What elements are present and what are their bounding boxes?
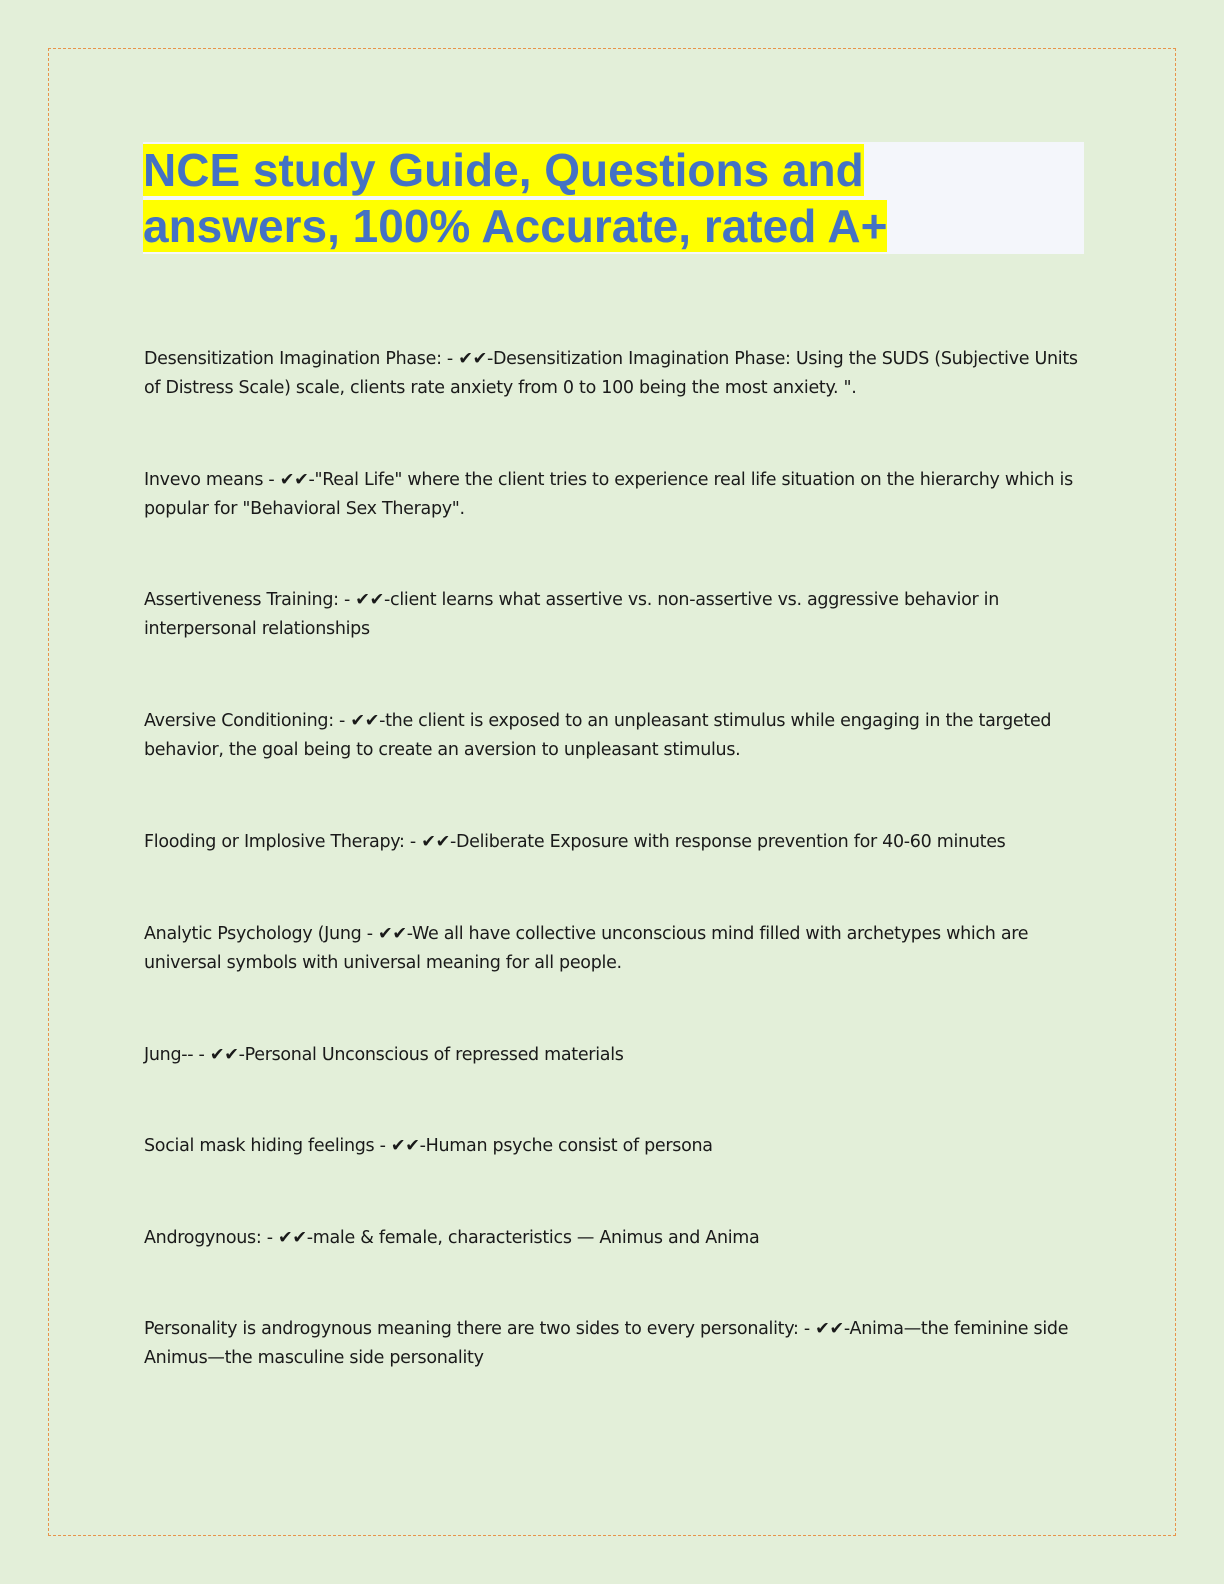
qa-term: Analytic Psychology (Jung — [144, 924, 362, 944]
double-check-icon: ✔✔ — [350, 711, 380, 731]
title-line-2: answers, 100% Accurate, rated A+ — [143, 200, 888, 252]
qa-answer: -male & female, characteristics — Animus and Anima — [306, 1228, 760, 1248]
qa-separator: - — [361, 924, 378, 944]
double-check-icon: ✔✔ — [815, 1319, 844, 1339]
double-check-icon: ✔✔ — [209, 1045, 239, 1065]
double-check-icon: ✔✔ — [279, 470, 309, 490]
qa-separator: - — [338, 590, 356, 610]
qa-item — [144, 1315, 1084, 1373]
qa-answer: -Human psyche consist of persona — [419, 1136, 713, 1156]
qa-answer: -Personal Unconscious of repressed materials — [238, 1045, 624, 1065]
double-check-icon: ✔✔ — [278, 1228, 307, 1248]
qa-answer: -"Real Life" where the client tries to experience real life situation on the hierarchy which is popular for "Behavioral Sex Therapy". — [144, 470, 1073, 519]
qa-item — [144, 920, 1084, 978]
double-check-icon: ✔✔ — [377, 924, 407, 944]
qa-item — [144, 707, 1084, 765]
qa-separator: - — [441, 349, 459, 369]
qa-term: Social mask hiding feelings — [144, 1136, 375, 1156]
qa-separator: - — [404, 832, 422, 852]
document-title — [143, 142, 1084, 254]
qa-item — [144, 345, 1084, 403]
qa-term: Personality is androgynous meaning there are two sides to every personality: — [144, 1319, 799, 1339]
title-block — [143, 142, 1084, 254]
qa-answer: -Deliberate Exposure with response prevention for 40-60 minutes — [449, 832, 1006, 852]
qa-term: Assertiveness Training: — [144, 590, 339, 610]
qa-separator: - — [263, 470, 280, 490]
qa-answer: -Desensitization Imagination Phase: Using the SUDS (Subjective Units of Distress Scale) scale, clients rate anxiety from 0 to 100 being the most anxiety. ". — [144, 349, 1078, 398]
double-check-icon: ✔✔ — [390, 1136, 420, 1156]
qa-item — [144, 1132, 1084, 1161]
qa-separator: - — [261, 1228, 279, 1248]
page-border — [48, 48, 1176, 1536]
qa-answer: -the client is exposed to an unpleasant stimulus while engaging in the targeted behavior, the goal being to create an aversion to unpleasant stimulus. — [144, 711, 1052, 760]
qa-term: Androgynous: — [144, 1228, 262, 1248]
qa-term: Jung-- — [144, 1045, 194, 1065]
qa-item — [144, 1224, 1084, 1253]
qa-separator: - — [374, 1136, 391, 1156]
qa-answer: -client learns what assertive vs. non-assertive vs. aggressive behavior in interpersonal relationships — [144, 590, 999, 639]
title-line-1: NCE study Guide, Questions and — [143, 144, 864, 196]
qa-answer: -We all have collective unconscious mind filled with archetypes which are universal symbols with universal meaning for all people. — [144, 924, 1029, 973]
qa-term: Aversive Conditioning: — [144, 711, 334, 731]
qa-item — [144, 828, 1084, 857]
qa-item — [144, 466, 1084, 524]
qa-item — [144, 586, 1084, 644]
qa-separator: - — [333, 711, 351, 731]
qa-term: Flooding or Implosive Therapy: — [144, 832, 405, 852]
qa-separator: - — [798, 1319, 816, 1339]
double-check-icon: ✔✔ — [355, 590, 384, 610]
qa-term: Invevo means — [144, 470, 264, 490]
qa-item — [144, 1041, 1084, 1070]
double-check-icon: ✔✔ — [458, 349, 487, 369]
qa-separator: - — [193, 1045, 210, 1065]
double-check-icon: ✔✔ — [421, 832, 450, 852]
qa-term: Desensitization Imagination Phase: — [144, 349, 442, 369]
qa-answer: -Anima—the feminine side Animus—the masculine side personality — [144, 1319, 1069, 1368]
